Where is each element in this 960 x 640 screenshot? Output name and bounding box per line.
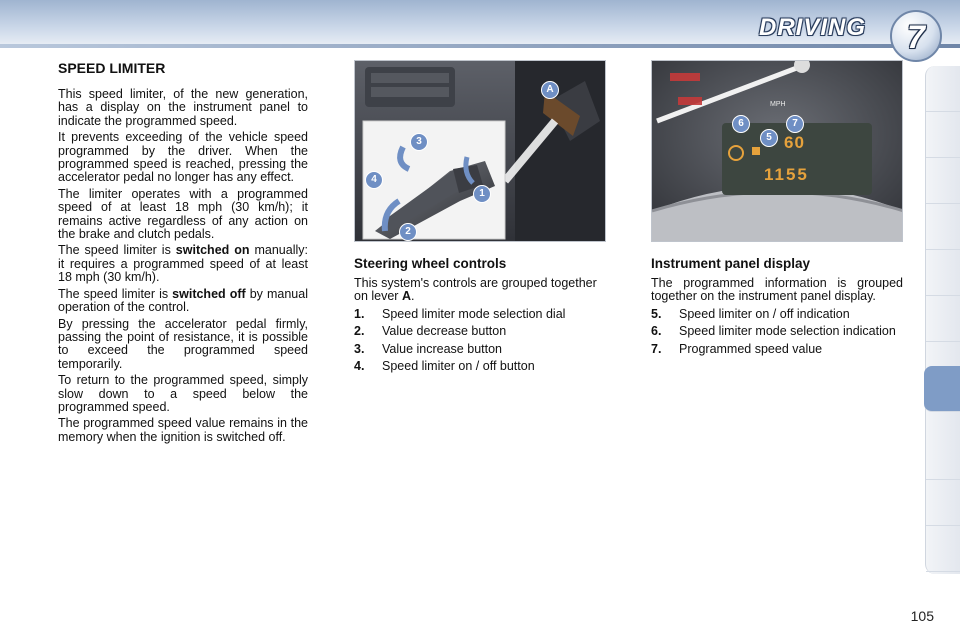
chapter-tab[interactable]	[926, 480, 960, 526]
body-paragraph	[58, 244, 308, 284]
list-item	[651, 343, 903, 356]
callout-7: 7	[786, 115, 804, 133]
callout-5: 5	[760, 129, 778, 147]
instrument-panel-column	[651, 60, 903, 360]
chapter-tab[interactable]	[926, 158, 960, 204]
item-text: Value decrease button	[382, 324, 507, 339]
item-text: Speed limiter on / off button	[382, 359, 535, 374]
paragraph-text: The limiter operates with a programmed speed of at least 18 mph (30 km/h); it remains active regardless of any action on the brake and clutch pedals.	[58, 186, 308, 242]
paragraph-text-end: by manual operation of the control.	[58, 286, 308, 315]
chapter-tabs	[925, 66, 960, 574]
item-text: Speed limiter mode selection dial	[382, 306, 566, 321]
item-text: Programmed speed value	[679, 341, 823, 356]
item-number: 5.	[651, 306, 662, 321]
paragraph-text: The speed limiter is	[58, 286, 173, 301]
paragraph-text: The programmed speed value remains in the memory when the ignition is switched off.	[58, 416, 308, 444]
header-rule	[0, 44, 960, 48]
item-text: Speed limiter mode selection indication	[679, 324, 896, 339]
item-text: Value increase button	[382, 341, 502, 356]
chapter-title: DRIVING	[758, 14, 866, 41]
body-paragraph	[58, 131, 308, 185]
chapter-badge	[890, 10, 942, 62]
list-item	[651, 325, 903, 338]
paragraph-text-end: manually: it requires a programmed speed of at least 18 mph (30 km/h).	[58, 243, 308, 285]
callout-4: 4	[365, 171, 383, 189]
item-number: 3.	[354, 341, 365, 356]
list-item	[651, 308, 903, 321]
paragraph-text: By pressing the accelerator pedal firmly, passing the point of resistance, it is possible to exceed the programmed speed temporarily.	[58, 316, 308, 371]
item-number: 2.	[354, 324, 365, 339]
page-number: 105	[910, 608, 934, 624]
odometer-display: 1155	[764, 165, 809, 184]
instrument-list	[651, 308, 903, 356]
steering-list	[354, 308, 606, 374]
body-paragraph	[58, 188, 308, 242]
body-paragraph	[58, 88, 308, 128]
paragraph-emphasis: switched on	[175, 243, 250, 258]
paragraph-text: The speed limiter is	[58, 243, 176, 258]
chapter-tab[interactable]	[926, 112, 960, 158]
instrument-intro: The programmed information is grouped together on the instrument panel display.	[651, 276, 903, 304]
body-paragraph	[58, 374, 308, 414]
chapter-tab[interactable]	[926, 204, 960, 250]
steering-intro	[354, 277, 606, 304]
chapter-tab[interactable]	[926, 526, 960, 572]
list-item	[354, 360, 606, 373]
callout-a: A	[541, 81, 559, 99]
chapter-tab[interactable]	[926, 66, 960, 112]
mph-label: MPH	[770, 101, 786, 108]
callout-3: 3	[410, 133, 428, 151]
programmed-speed-display: 60	[784, 133, 805, 152]
item-number: 4.	[354, 359, 365, 374]
paragraph-text: To return to the programmed speed, simply slow down to a speed below the programmed speed.	[58, 373, 308, 414]
item-number: 6.	[651, 324, 662, 339]
chapter-number: 7	[907, 19, 925, 55]
paragraph-emphasis: switched off	[172, 286, 246, 301]
body-paragraph	[58, 417, 308, 444]
item-number: 1.	[354, 306, 365, 321]
list-item	[354, 325, 606, 338]
steering-title: Steering wheel controls	[354, 256, 507, 271]
chapter-tab[interactable]	[926, 296, 960, 342]
list-item	[354, 308, 606, 321]
callout-1: 1	[473, 185, 491, 203]
callout-2: 2	[399, 223, 417, 241]
steering-intro-text: This system's controls are grouped together on lever	[354, 276, 597, 304]
callout-6: 6	[732, 115, 750, 133]
steering-controls-column	[354, 60, 606, 377]
paragraph-text: It prevents exceeding of the vehicle speed programmed by the driver. When the programmed speed is reached, pressing the accelerator pedal no longer has any effect.	[58, 130, 308, 185]
lever-label: A	[401, 289, 411, 304]
instrument-title: Instrument panel display	[651, 256, 811, 271]
item-text: Speed limiter on / off indication	[679, 306, 850, 321]
body-paragraph	[58, 288, 308, 315]
section-title: SPEED LIMITER	[58, 60, 166, 76]
steering-intro-end: .	[410, 289, 415, 304]
chapter-tab-active[interactable]	[924, 366, 960, 412]
paragraph-text: This speed limiter, of the new generation, has a display on the instrument panel to indicate the programmed speed.	[58, 87, 308, 128]
body-paragraph	[58, 318, 308, 372]
chapter-tab[interactable]	[926, 250, 960, 296]
instrument-panel-photo	[651, 60, 903, 242]
item-number: 7.	[651, 341, 662, 356]
steering-lever-photo	[354, 60, 606, 242]
list-item	[354, 343, 606, 356]
paragraph-list	[58, 88, 308, 444]
speed-limiter-column	[58, 60, 308, 447]
chapter-tab[interactable]	[926, 434, 960, 480]
